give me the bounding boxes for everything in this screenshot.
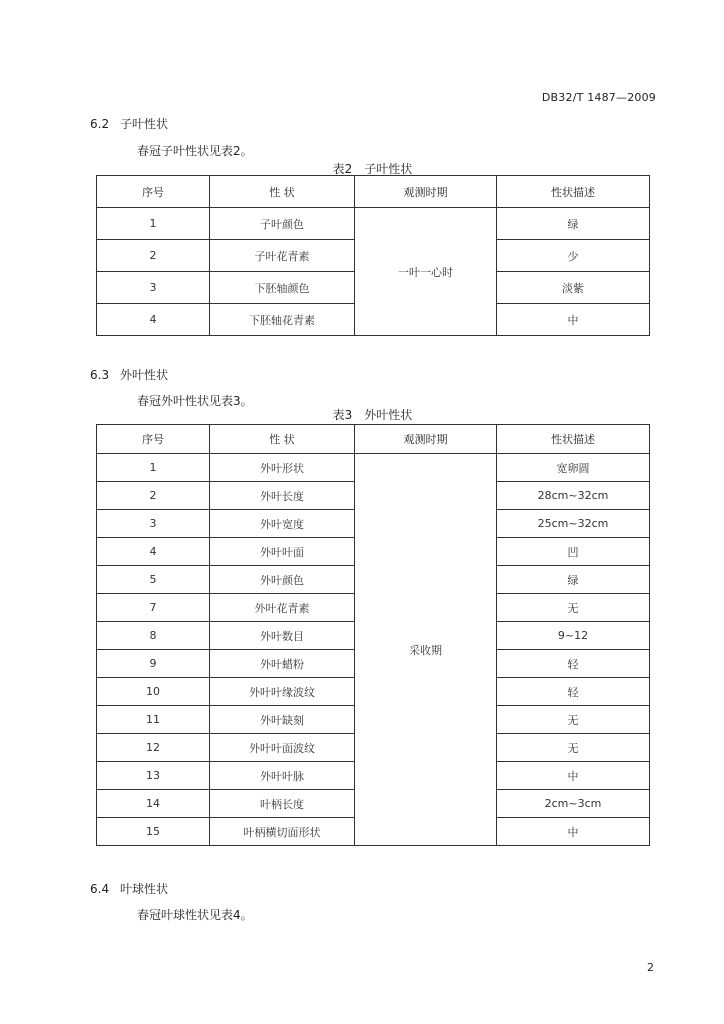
header-trait: 性 状	[210, 425, 355, 454]
header-no: 序号	[97, 176, 210, 208]
table3	[96, 424, 650, 846]
section-title: 叶球性状	[120, 882, 169, 896]
row-desc: 9~12	[497, 622, 650, 650]
row-desc: 中	[497, 818, 650, 846]
section-title: 外叶性状	[120, 368, 169, 382]
row-trait: 子叶花青素	[210, 240, 355, 272]
row-desc: 轻	[497, 650, 650, 678]
row-desc: 凹	[497, 538, 650, 566]
row-desc: 无	[497, 734, 650, 762]
row-desc: 宽卵圆	[497, 454, 650, 482]
row-no: 2	[97, 240, 210, 272]
row-no: 13	[97, 762, 210, 790]
row-no: 3	[97, 272, 210, 304]
table3-header-row	[97, 425, 650, 454]
page-number: 2	[647, 961, 654, 974]
row-desc: 少	[497, 240, 650, 272]
table3-caption: 表3 外叶性状	[332, 408, 413, 422]
row-trait: 外叶形状	[210, 454, 355, 482]
row-no: 9	[97, 650, 210, 678]
section-number: 6.4	[90, 882, 110, 896]
section-heading-6-2	[90, 115, 168, 132]
row-trait: 外叶叶面波纹	[210, 734, 355, 762]
row-desc: 28cm~32cm	[497, 482, 650, 510]
row-no: 1	[97, 208, 210, 240]
observation-period: 一叶一心时	[355, 208, 497, 336]
row-trait: 外叶颜色	[210, 566, 355, 594]
row-trait: 外叶叶脉	[210, 762, 355, 790]
section-heading-6-4	[90, 880, 168, 897]
row-desc: 中	[497, 762, 650, 790]
row-no: 10	[97, 678, 210, 706]
row-no: 8	[97, 622, 210, 650]
row-trait: 外叶蜡粉	[210, 650, 355, 678]
row-desc: 无	[497, 706, 650, 734]
row-trait: 外叶叶面	[210, 538, 355, 566]
row-desc: 2cm~3cm	[497, 790, 650, 818]
header-period: 观测时期	[355, 176, 497, 208]
row-trait: 子叶颜色	[210, 208, 355, 240]
header-desc: 性状描述	[497, 425, 650, 454]
table-row	[97, 208, 650, 240]
row-desc: 中	[497, 304, 650, 336]
table2-header-row	[97, 176, 650, 208]
row-desc: 25cm~32cm	[497, 510, 650, 538]
row-desc: 无	[497, 594, 650, 622]
row-desc: 绿	[497, 566, 650, 594]
row-trait: 外叶叶缘波纹	[210, 678, 355, 706]
row-trait: 外叶数目	[210, 622, 355, 650]
table2	[96, 175, 650, 336]
row-trait: 外叶长度	[210, 482, 355, 510]
section-intro-6-3: 春冠外叶性状见表3。	[137, 394, 253, 408]
row-no: 5	[97, 566, 210, 594]
section-number: 6.3	[90, 368, 110, 382]
row-trait: 外叶花青素	[210, 594, 355, 622]
header-trait: 性 状	[210, 176, 355, 208]
row-trait: 叶柄横切面形状	[210, 818, 355, 846]
section-title: 子叶性状	[120, 117, 169, 131]
header-no: 序号	[97, 425, 210, 454]
row-no: 12	[97, 734, 210, 762]
row-no: 1	[97, 454, 210, 482]
header-desc: 性状描述	[497, 176, 650, 208]
row-no: 15	[97, 818, 210, 846]
doc-id: DB32/T 1487—2009	[541, 91, 656, 104]
table-row	[97, 454, 650, 482]
row-desc: 淡紫	[497, 272, 650, 304]
row-trait: 下胚轴花青素	[210, 304, 355, 336]
row-trait: 外叶宽度	[210, 510, 355, 538]
row-no: 2	[97, 482, 210, 510]
row-no: 4	[97, 538, 210, 566]
row-no: 11	[97, 706, 210, 734]
row-desc: 轻	[497, 678, 650, 706]
observation-period: 采收期	[355, 454, 497, 846]
row-no: 7	[97, 594, 210, 622]
section-number: 6.2	[90, 117, 110, 131]
row-no: 14	[97, 790, 210, 818]
section-heading-6-3	[90, 366, 168, 383]
row-no: 3	[97, 510, 210, 538]
header-period: 观测时期	[355, 425, 497, 454]
table2-caption: 表2 子叶性状	[332, 162, 413, 176]
row-desc: 绿	[497, 208, 650, 240]
row-no: 4	[97, 304, 210, 336]
row-trait: 外叶缺刻	[210, 706, 355, 734]
row-trait: 下胚轴颜色	[210, 272, 355, 304]
row-trait: 叶柄长度	[210, 790, 355, 818]
section-intro-6-2: 春冠子叶性状见表2。	[137, 144, 253, 158]
section-intro-6-4: 春冠叶球性状见表4。	[137, 908, 253, 922]
